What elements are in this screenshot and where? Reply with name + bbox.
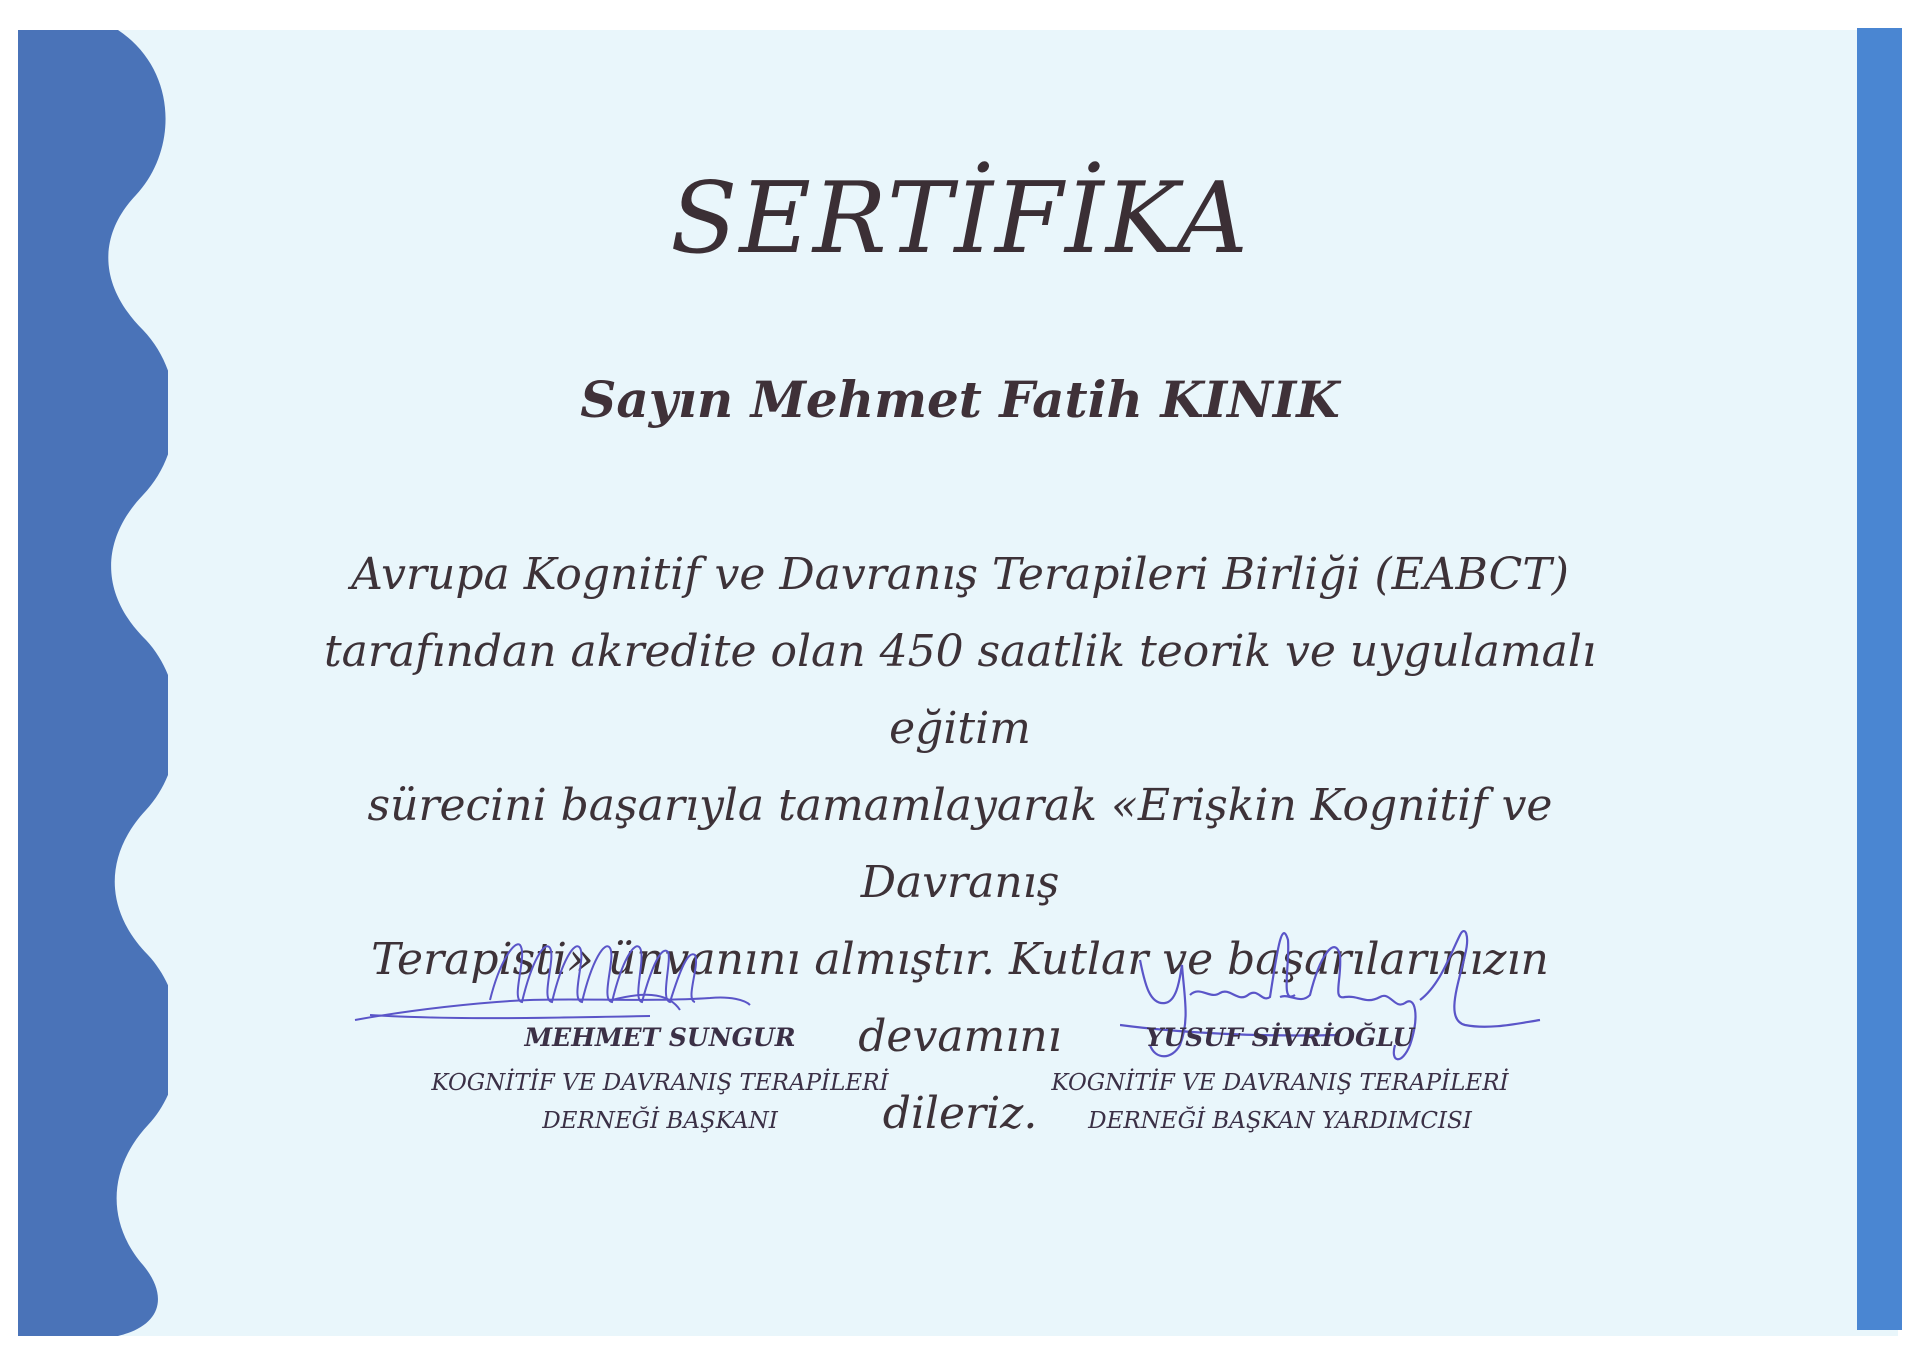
body-line: Terapisti» ünvanını almıştır. Kutlar ve başarılarınızın devamını bbox=[371, 934, 1549, 1062]
body-line: sürecini başarıyla tamamlayarak «Erişkin Kognitif ve Davranış bbox=[367, 780, 1553, 908]
recipient-name: Sayın Mehmet Fatih KINIK bbox=[580, 370, 1340, 429]
certificate-content bbox=[240, 0, 1680, 1358]
left-wave-border bbox=[18, 30, 168, 1336]
signatory-right bbox=[1000, 1025, 1560, 1140]
signatory-role: KOGNİTİF VE DAVRANIŞ TERAPİLERİ bbox=[431, 1070, 889, 1096]
body-line: tarafından akredite olan 450 saatlik teorik ve uygulamalı eğitim bbox=[323, 626, 1597, 754]
signatory-role: DERNEĞİ BAŞKAN YARDIMCISI bbox=[1088, 1108, 1472, 1134]
signatory-left bbox=[380, 1025, 940, 1140]
certificate-title: SERTİFİKA bbox=[670, 162, 1250, 276]
right-border-band bbox=[1857, 28, 1902, 1330]
signatory-role: DERNEĞİ BAŞKANI bbox=[542, 1108, 778, 1134]
signature-left bbox=[350, 930, 770, 1030]
body-line: Avrupa Kognitif ve Davranış Terapileri Birliği (EABCT) bbox=[351, 549, 1569, 600]
signatory-name: YUSUF SİVRİOĞLU bbox=[1145, 1023, 1415, 1052]
signatory-name: MEHMET SUNGUR bbox=[524, 1023, 796, 1052]
body-line: dileriz. bbox=[882, 1088, 1038, 1139]
signatory-role: KOGNİTİF VE DAVRANIŞ TERAPİLERİ bbox=[1051, 1070, 1509, 1096]
